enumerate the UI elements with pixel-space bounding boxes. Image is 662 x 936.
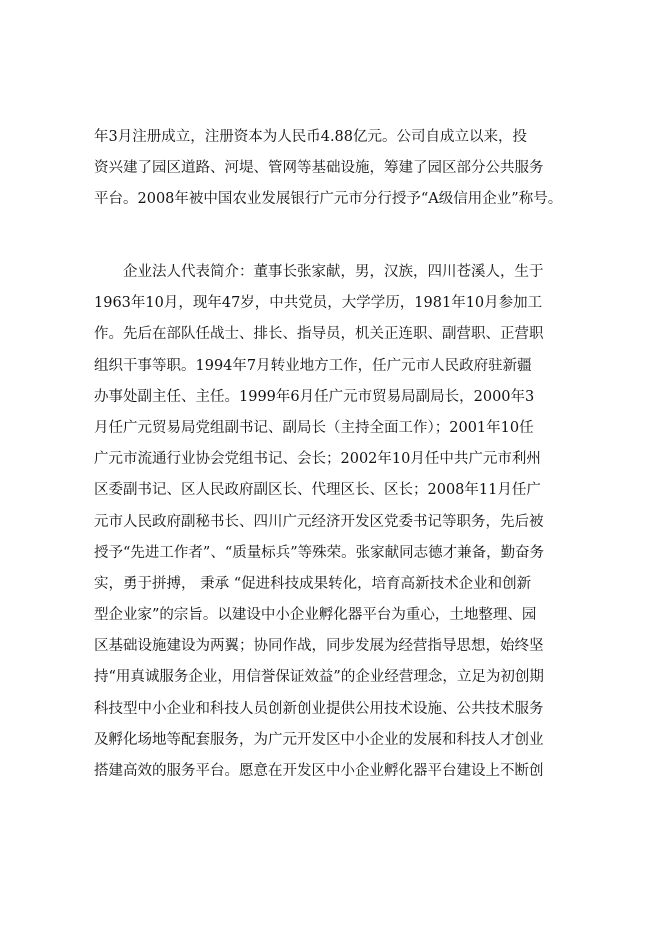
text-line: 企业法人代表简介：董事长张家献，男，汉族，四川苍溪人，生于 [123,264,544,280]
text-line: 及孵化场地等配套服务，为广元开发区中小企业的发展和科技人才创业 [94,731,544,748]
text-line: 作。先后在部队任战士、排长、指导员，机关正连职、副营职、正营职 [94,326,544,343]
text-line: 搭建高效的服务平台。愿意在开发区中小企业孵化器平台建设上不断创 [94,763,544,779]
text-line: 区基础设施建设为两翼；协同作战，同步发展为经营指导思想，始终坚 [94,638,544,655]
text-line: 区委副书记、区人民政府副区长、代理区长、区长；2008年11月任广 [94,482,541,499]
text-line: 月任广元贸易局党组副书记、副局长（主持全面工作）；2001年10任 [94,419,534,436]
text-line: 广元市流通行业协会党组书记、会长；2002年10月任中共广元市利州 [94,451,541,468]
text-line: 年3月注册成立，注册资本为人民币4.88亿元。公司自成立以来，投 [94,129,528,145]
text-line: 授予“先进工作者”、“质量标兵”等殊荣。张家献同志德才兼备，勤奋务 [94,544,545,561]
text-line: 实，勇于拼搏， 秉承 “促进科技成果转化，培育高新技术企业和创新 [94,575,532,592]
text-line: 平台。2008年被中国农业发展银行广元市分行授予“A级信用企业”称号。 [94,191,563,208]
text-line: 组织干事等职。1994年7月转业地方工作，任广元市人民政府驻新疆 [94,357,532,374]
text-line: 元市人民政府副秘书长、四川广元经济开发区党委书记等职务，先后被 [94,513,544,530]
text-line: 1963年10月，现年47岁，中共党员，大学学历，1981年10月参加工 [94,295,543,312]
text-line: 科技型中小企业和科技人员创新创业提供公用技术设施、公共技术服务 [94,700,544,717]
paragraph-legal-representative [94,257,614,787]
text-line: 持“用真诚服务企业，用信誉保证效益”的企业经营理念，立足为初创期 [94,669,544,686]
text-line: 办事处副主任、主任。1999年6月任广元市贸易局副局长，2000年3 [94,388,535,405]
paragraph-company-history [94,122,614,216]
text-line: 型企业家”的宗旨。以建设中小企业孵化器平台为重心，土地整理、园 [94,607,537,624]
text-line: 资兴建了园区道路、河堤、管网等基础设施，筹建了园区部分公共服务 [94,160,544,177]
